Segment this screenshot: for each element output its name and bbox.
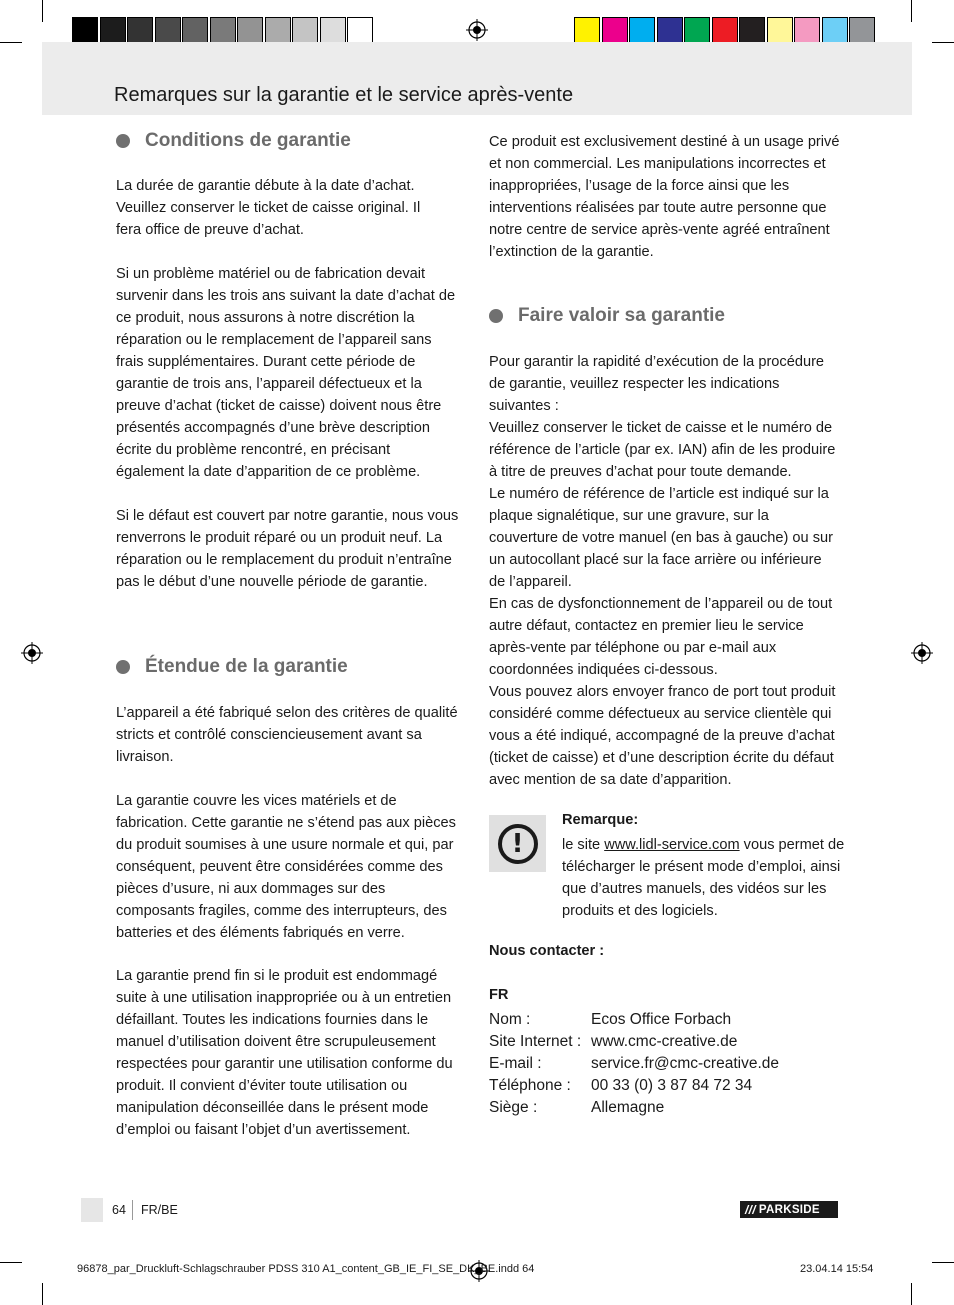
- scope-heading-text: Étendue de la garantie: [145, 656, 348, 677]
- contact-row: [489, 1075, 779, 1097]
- process-color-swatches: [574, 17, 877, 43]
- page-title: Remarques sur la garantie et le service après-vente: [114, 84, 574, 106]
- footer-divider: [132, 1200, 133, 1220]
- bullet-icon: [116, 660, 130, 674]
- bullet-icon: [489, 309, 503, 323]
- crop-mark: [911, 0, 912, 22]
- process-color-swatch: [822, 17, 848, 43]
- scope-heading: [116, 656, 348, 678]
- scope-paragraph-3: La garantie prend fin si le produit est endommagé suite à une utilisation inappropriée ou à un entretien défaillant. Toutes les indications fournies dans le manuel d’utilisation doivent être scrupuleusement respectées pour garantir une utilisation conforme du produit. Il convient d’éviter toute utilisation ou manipulation déconseillée dans le présent mode d’emploi ou faisant l’objet d’un avertissement.: [116, 968, 453, 1138]
- note-text: [562, 834, 852, 922]
- crop-mark: [932, 42, 954, 43]
- process-color-swatch: [712, 17, 738, 43]
- footer-tab: [81, 1198, 103, 1222]
- registration-mark-icon: [911, 642, 933, 664]
- contact-country: FR: [489, 987, 509, 1003]
- process-color-swatch: [739, 17, 765, 43]
- contact-value: 00 33 (0) 3 87 84 72 34: [591, 1077, 753, 1094]
- grayscale-swatch: [182, 17, 208, 43]
- parkside-logo: [740, 1201, 838, 1218]
- crop-mark: [42, 1283, 43, 1305]
- conditions-paragraph-2: Si un problème matériel ou de fabrication devait survenir dans les trois ans suivant la date d’achat de ce produit, nous assurons à notre discrétion la réparation ou le remplacement de l’appareil sans frais supplémentaires. Durant cette période de garantie de trois ans, l’appareil défectueux et la preuve d’achat (ticket de caisse) doivent nous être présentés accompagnés d’une brève description écrite du problème rencontré, en précisant également la date d’apparition de ce problème.: [116, 266, 456, 480]
- grayscale-swatch: [100, 17, 126, 43]
- process-color-swatch: [767, 17, 793, 43]
- grayscale-swatch: [237, 17, 263, 43]
- note-text-before: le site: [562, 837, 605, 853]
- grayscale-swatch: [347, 17, 373, 43]
- grayscale-swatch: [320, 17, 346, 43]
- page-number: 64: [112, 1203, 126, 1217]
- logo-text: PARKSIDE: [758, 1203, 820, 1216]
- process-color-swatch: [602, 17, 628, 43]
- contact-title: Nous contacter :: [489, 943, 605, 959]
- grayscale-swatches: [72, 17, 375, 43]
- contact-label: Nom :: [489, 1011, 531, 1028]
- registration-mark-icon: [466, 19, 488, 41]
- intro-paragraph: Ce produit est exclusivement destiné à un usage privé et non commercial. Les manipulations incorrectes et inappropriées, l’usage de la force ainsi que les interventions réalisées par toute autre personne que notre centre de service après-vente agréé entraînent l’extinction de la garantie.: [489, 134, 840, 260]
- grayscale-swatch: [292, 17, 318, 43]
- contact-table: [489, 1009, 779, 1119]
- process-color-swatch: [657, 17, 683, 43]
- claim-heading: [489, 305, 725, 327]
- contact-label: Siège :: [489, 1099, 538, 1116]
- lidl-service-link[interactable]: www.lidl-service.com: [604, 837, 740, 853]
- process-color-swatch: [794, 17, 820, 43]
- note-text-after: vous permet de télécharger le présent mode d’emploi, ainsi que d’autres manuels, des vidéos sur les produits et des logiciels.: [562, 837, 845, 919]
- grayscale-swatch: [155, 17, 181, 43]
- exclamation-icon: !: [498, 824, 538, 864]
- crop-mark: [911, 1283, 912, 1305]
- claim-paragraph: Pour garantir la rapidité d’exécution de la procédure de garantie, veuillez respecter les indications suivantes : Veuillez conserver le ticket de caisse et le numéro de référence de l’article (par ex. IAN) afin de les produire à titre de preuves d’achat pour toute demande. Le numéro de référence de l’article est indiqué sur la plaque signalétique, sur une gravure, sur la couverture de votre manuel (en bas à gauche) ou sur un autocollant placé sur la face arrière ou inférieure de l’appareil. En cas de dysfonctionnement de l’appareil ou de tout autre défaut, contactez en premier lieu le service après-vente par téléphone ou par e-mail aux coordonnées indiquées ci-dessous. Vous pouvez alors envoyer franco de port tout produit considéré comme défectueux au service clientèle qui vous a été indiqué, accompagné de la preuve d’achat (ticket de caisse) et d’une description écrite du défaut avec mention de sa date d’apparition.: [489, 354, 836, 788]
- print-slug-date: 23.04.14 15:54: [800, 1263, 874, 1275]
- contact-row: [489, 1053, 779, 1075]
- conditions-paragraph-3: Si le défaut est couvert par notre garantie, nous vous renverrons le produit réparé ou un produit neuf. La réparation ou le remplacement du produit n’entraîne pas le début d’une nouvelle période de garantie.: [116, 508, 459, 590]
- process-color-swatch: [849, 17, 875, 43]
- process-color-swatch: [684, 17, 710, 43]
- note-box: [489, 815, 546, 872]
- language-code: FR/BE: [141, 1203, 178, 1217]
- grayscale-swatch: [265, 17, 291, 43]
- note-title: Remarque:: [562, 812, 639, 828]
- contact-value: service.fr@cmc-creative.de: [591, 1055, 779, 1072]
- claim-heading-text: Faire valoir sa garantie: [518, 305, 725, 326]
- scope-paragraph-2: La garantie couvre les vices matériels et de fabrication. Cette garantie ne s’étend pas aux pièces du produit soumises à une usure normale et qui, par conséquent, peuvent être considérées comme des pièces d’usure, ni aux dommages sur des composants fragiles, comme des interrupteurs, des batteries et des éléments fabriqués en verre.: [116, 793, 456, 941]
- process-color-swatch: [574, 17, 600, 43]
- conditions-heading-text: Conditions de garantie: [145, 130, 351, 151]
- logo-stripes: ///: [745, 1202, 756, 1217]
- contact-row: [489, 1097, 779, 1119]
- process-color-swatch: [629, 17, 655, 43]
- contact-value: Allemagne: [591, 1099, 665, 1116]
- crop-mark: [0, 1262, 22, 1263]
- scope-paragraph-1: L’appareil a été fabriqué selon des critères de qualité stricts et contrôlé consciencieusement avant sa livraison.: [116, 705, 458, 765]
- print-slug-file: 96878_par_Druckluft-Schlagschrauber PDSS 310 A1_content_GB_IE_FI_SE_DK_BE.indd 64: [77, 1263, 535, 1275]
- contact-label: Site Internet :: [489, 1033, 582, 1050]
- registration-mark-icon: [21, 642, 43, 664]
- conditions-paragraph-1: La durée de garantie débute à la date d’achat. Veuillez conserver le ticket de caisse original. Il fera office de preuve d’achat.: [116, 178, 421, 238]
- bullet-icon: [116, 134, 130, 148]
- crop-mark: [0, 42, 22, 43]
- grayscale-swatch: [72, 17, 98, 43]
- contact-label: E-mail :: [489, 1055, 542, 1072]
- grayscale-swatch: [210, 17, 236, 43]
- contact-value: Ecos Office Forbach: [591, 1011, 732, 1028]
- crop-mark: [932, 1262, 954, 1263]
- conditions-heading: [116, 130, 351, 152]
- contact-row: [489, 1031, 779, 1053]
- crop-mark: [42, 0, 43, 22]
- contact-label: Téléphone :: [489, 1077, 571, 1094]
- contact-value: www.cmc-creative.de: [591, 1033, 738, 1050]
- grayscale-swatch: [127, 17, 153, 43]
- contact-row: [489, 1009, 779, 1031]
